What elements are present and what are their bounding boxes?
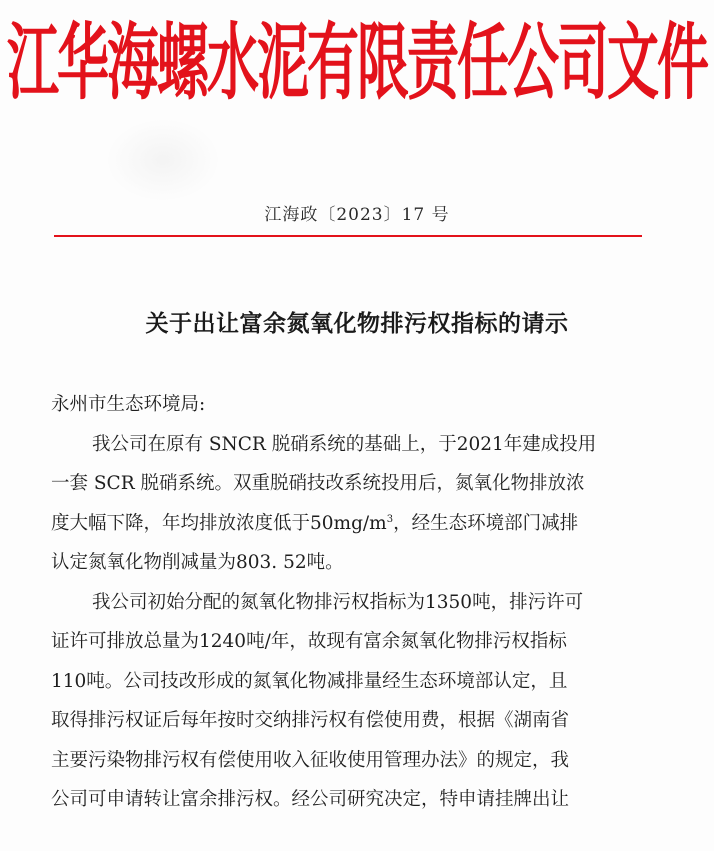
body-line: 110吨。公司技改形成的氮氧化物减排量经生态环境部认定，且 — [51, 670, 568, 692]
body-line-part: 度大幅下降，年均排放浓度低于50mg/m — [51, 512, 387, 534]
body-line-with-unit — [51, 504, 646, 544]
document-body — [51, 385, 646, 820]
body-line: 证许可排放总量为1240吨/年，故现有富余氮氧化物排污权指标 — [51, 631, 567, 652]
org-title: 江华海螺水泥有限责任公司文件 — [6, 16, 707, 112]
superscript-exponent: 3 — [386, 513, 394, 525]
body-line: 我公司在原有 SNCR 脱硝系统的基础上，于2021年建成投用 — [92, 433, 597, 455]
body-line: 取得排污权证后每年按时交纳排污权有偿使用费，根据《湖南省 — [51, 710, 570, 731]
org-masthead — [0, 14, 714, 114]
salutation: 永州市生态环境局: — [51, 394, 206, 415]
document-title: 关于出让富余氮氧化物排污权指标的请示 — [145, 310, 569, 337]
body-line: 认定氮氧化物削减量为803. 52吨。 — [51, 552, 344, 573]
body-line: 一套 SCR 脱硝系统。双重脱硝技改系统投用后，氮氧化物排放浓 — [51, 473, 585, 494]
faded-seal-mark — [108, 120, 218, 200]
red-divider-line — [54, 235, 642, 237]
body-line: 公司可申请转让富余排污权。经公司研究决定，特申请挂牌出让 — [51, 789, 570, 810]
body-line: 主要污染物排污权有偿使用收入征收使用管理办法》的规定，我 — [51, 749, 570, 771]
document-number: 江海政〔2023〕17 号 — [264, 205, 450, 225]
body-line: 我公司初始分配的氮氧化物排污权指标为1350吨，排污许可 — [92, 591, 584, 613]
body-line-part: ，经生态环境部门减排 — [393, 512, 579, 534]
